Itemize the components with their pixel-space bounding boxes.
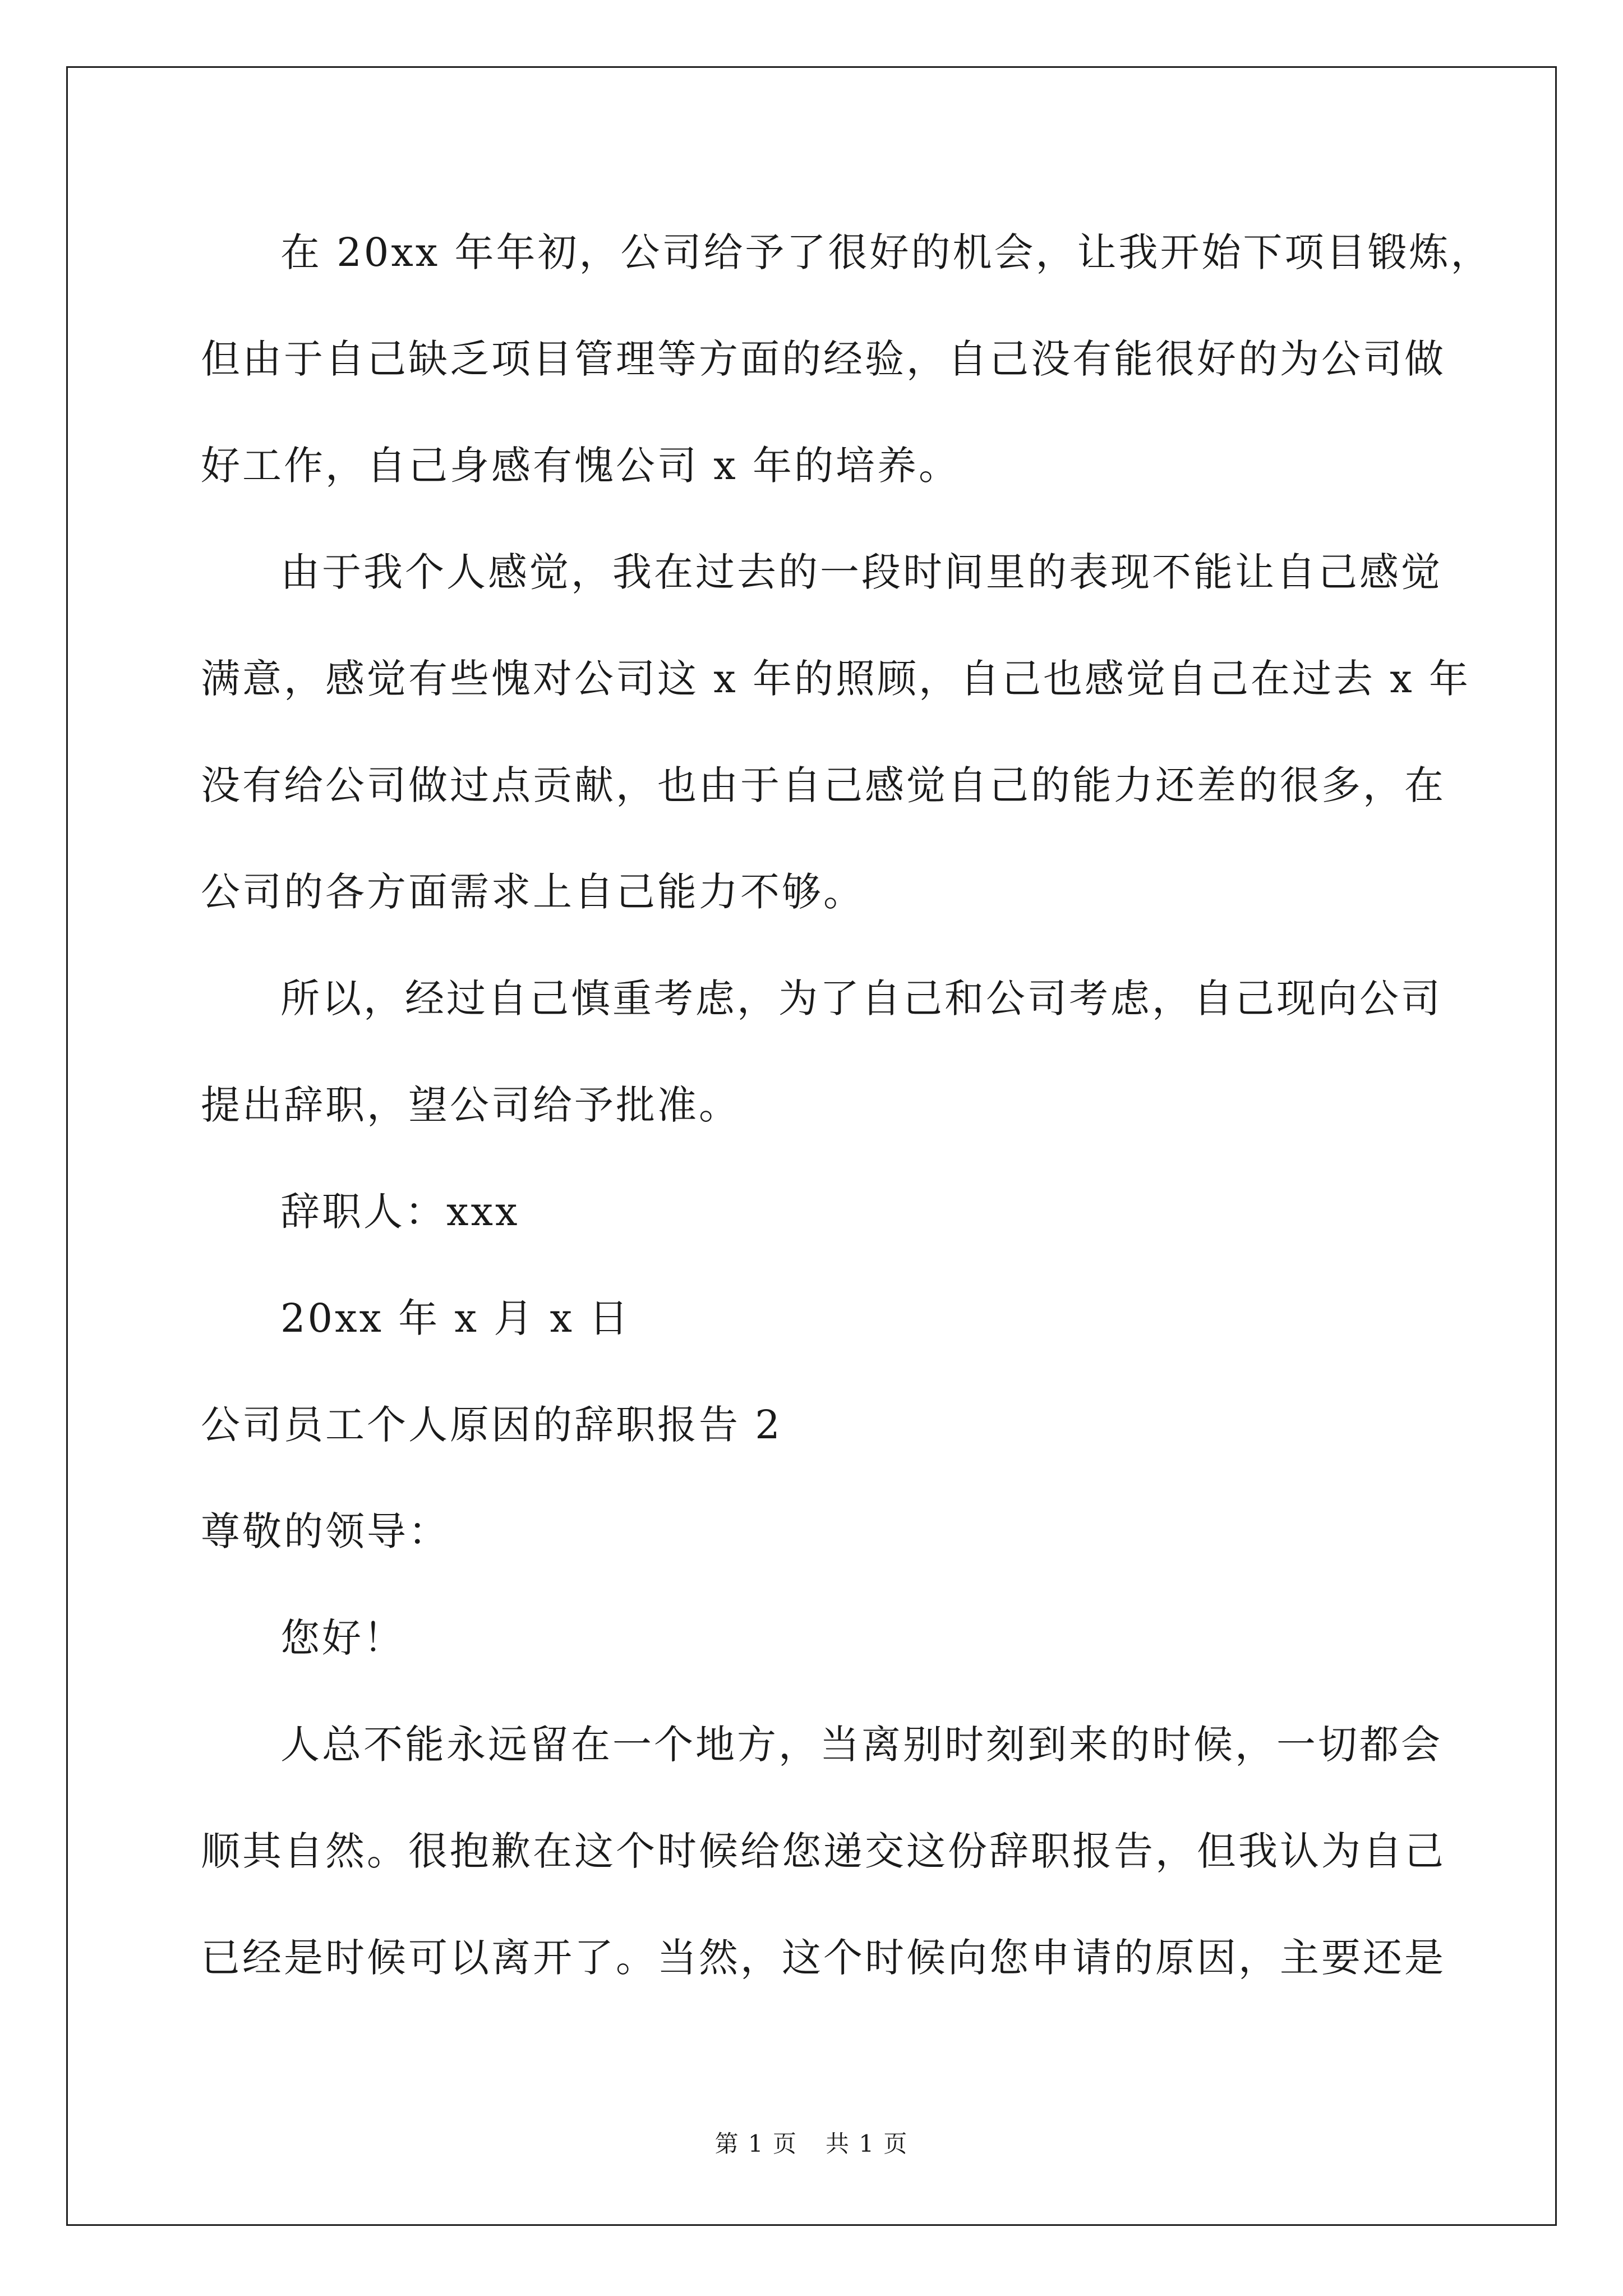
greeting: 您好！ bbox=[280, 1615, 405, 1661]
section-title: 公司员工个人原因的辞职报告 2 bbox=[201, 1402, 782, 1448]
paragraph-line: 人总不能永远留在一个地方，当离别时刻到来的时候，一切都会 bbox=[280, 1722, 1442, 1768]
paragraph-line: 由于我个人感觉，我在过去的一段时间里的表现不能让自己感觉 bbox=[280, 549, 1442, 595]
paragraph-line: 但由于自己缺乏项目管理等方面的经验，自己没有能很好的为公司做 bbox=[201, 336, 1446, 382]
page-total: 共 1 页 bbox=[826, 2130, 909, 2157]
paragraph-line: 在 20xx 年年初，公司给予了很好的机会，让我开始下项目锻炼， bbox=[280, 229, 1492, 275]
paragraph-line: 公司的各方面需求上自己能力不够。 bbox=[201, 869, 865, 915]
paragraph-line: 满意，感觉有些愧对公司这 x 年的照顾，自己也感觉自己在过去 x 年 bbox=[201, 656, 1470, 702]
salutation: 尊敬的领导： bbox=[201, 1508, 450, 1554]
date-line: 20xx 年 x 月 x 日 bbox=[280, 1295, 631, 1341]
page-footer bbox=[0, 2127, 1623, 2161]
signature-line: 辞职人：xxx bbox=[280, 1189, 520, 1235]
page-number: 第 1 页 bbox=[714, 2130, 797, 2157]
paragraph-line: 顺其自然。很抱歉在这个时候给您递交这份辞职报告，但我认为自己 bbox=[201, 1828, 1446, 1874]
page-border bbox=[66, 66, 1557, 2226]
paragraph-line: 已经是时候可以离开了。当然，这个时候向您申请的原因，主要还是 bbox=[201, 1935, 1446, 1981]
paragraph-line: 所以，经过自己慎重考虑，为了自己和公司考虑，自己现向公司 bbox=[280, 976, 1442, 1022]
paragraph-line: 好工作，自己身感有愧公司 x 年的培养。 bbox=[201, 443, 960, 489]
paragraph-line: 提出辞职，望公司给予批准。 bbox=[201, 1082, 740, 1128]
paragraph-line: 没有给公司做过点贡献，也由于自己感觉自己的能力还差的很多，在 bbox=[201, 762, 1446, 808]
